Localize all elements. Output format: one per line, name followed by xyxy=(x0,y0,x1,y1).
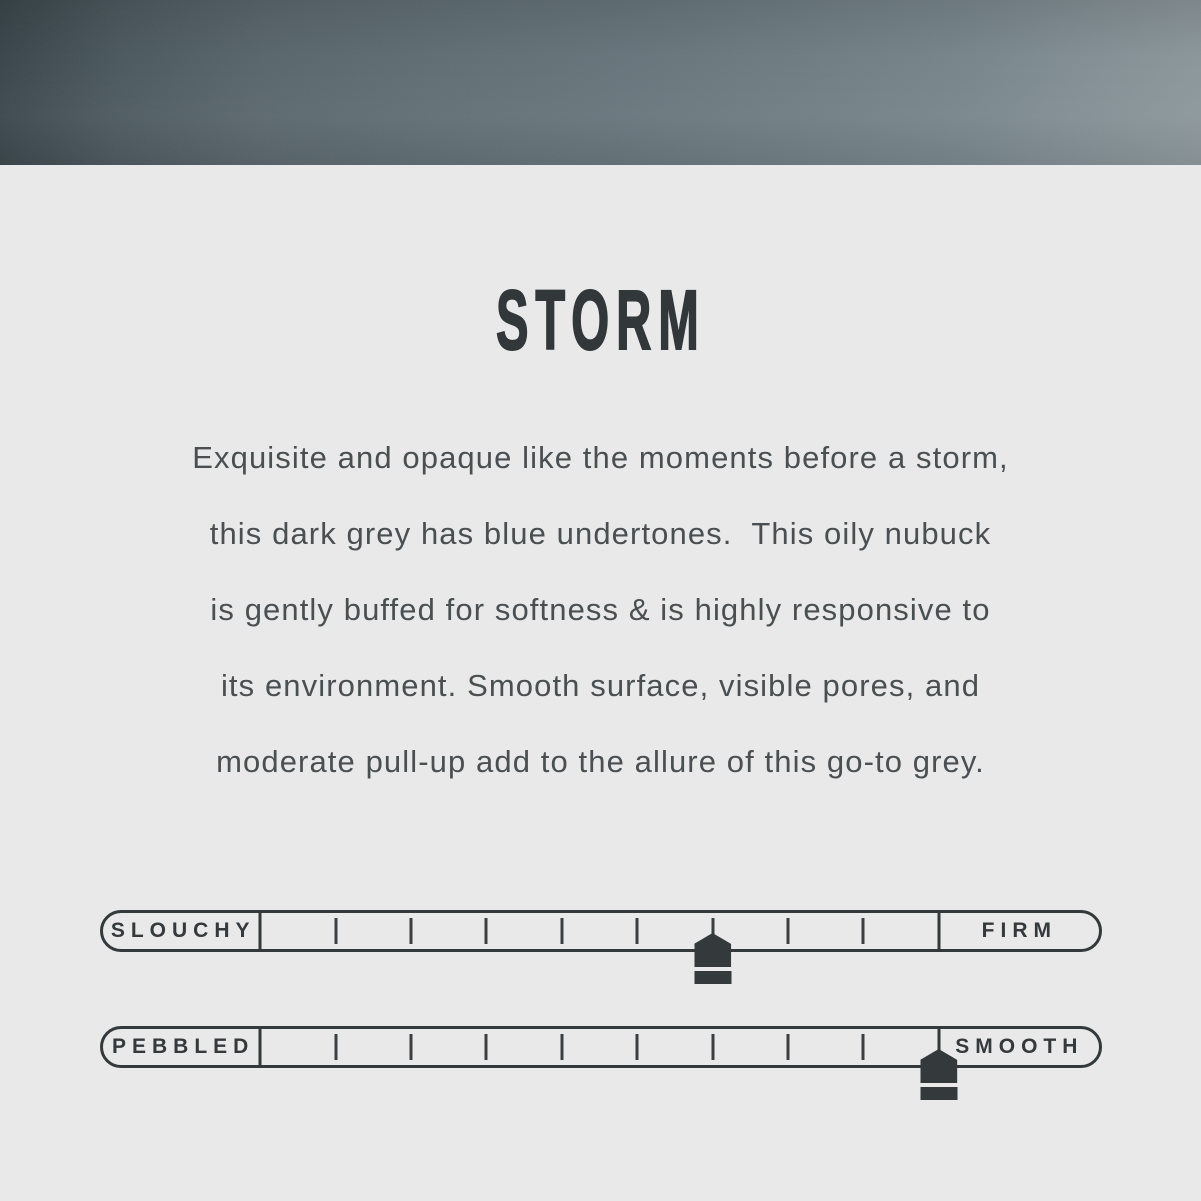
scale-label-pebbled: PEBBLED xyxy=(111,1035,255,1058)
firmness-scale-marker xyxy=(694,933,731,984)
page-title xyxy=(0,273,1201,387)
description-line: this dark grey has blue undertones. This oily nubuck xyxy=(209,516,992,551)
color-description xyxy=(0,420,1201,800)
texture-scale xyxy=(100,1026,1102,1068)
scale-tick xyxy=(862,1034,865,1060)
page-title-text: STORM xyxy=(495,273,706,367)
description-line: moderate pull-up add to the allure of this go-to grey. xyxy=(216,744,985,779)
scale-tick xyxy=(786,1034,789,1060)
scale-tick xyxy=(636,1034,639,1060)
marker-arrow-icon xyxy=(694,933,731,967)
texture-scale-marker xyxy=(920,1049,957,1100)
scale-tick xyxy=(410,918,413,944)
scale-label-slouchy: SLOUCHY xyxy=(110,919,256,942)
scale-tick xyxy=(334,1034,337,1060)
leather-texture-image xyxy=(0,0,1201,165)
description-line: is gently buffed for softness & is highly responsive to xyxy=(210,592,991,627)
marker-arrow-icon xyxy=(920,1049,957,1083)
scale-tick xyxy=(636,918,639,944)
firmness-scale xyxy=(100,910,1102,952)
scale-tick xyxy=(485,1034,488,1060)
marker-base-bar xyxy=(694,971,731,984)
leather-shading-overlay xyxy=(0,0,1201,165)
scale-tick xyxy=(560,1034,563,1060)
marker-base-bar xyxy=(920,1087,957,1100)
scale-tick xyxy=(485,918,488,944)
scale-tick xyxy=(711,1034,714,1060)
description-line: Exquisite and opaque like the moments before a storm, xyxy=(192,440,1009,475)
scale-tick xyxy=(786,918,789,944)
scale-label-firm: FIRM xyxy=(981,919,1057,942)
scale-tick xyxy=(862,918,865,944)
scale-tick xyxy=(410,1034,413,1060)
scale-tick xyxy=(560,918,563,944)
scale-tick xyxy=(334,918,337,944)
scale-label-smooth: SMOOTH xyxy=(955,1035,1084,1058)
description-line: its environment. Smooth surface, visible pores, and xyxy=(220,668,981,703)
